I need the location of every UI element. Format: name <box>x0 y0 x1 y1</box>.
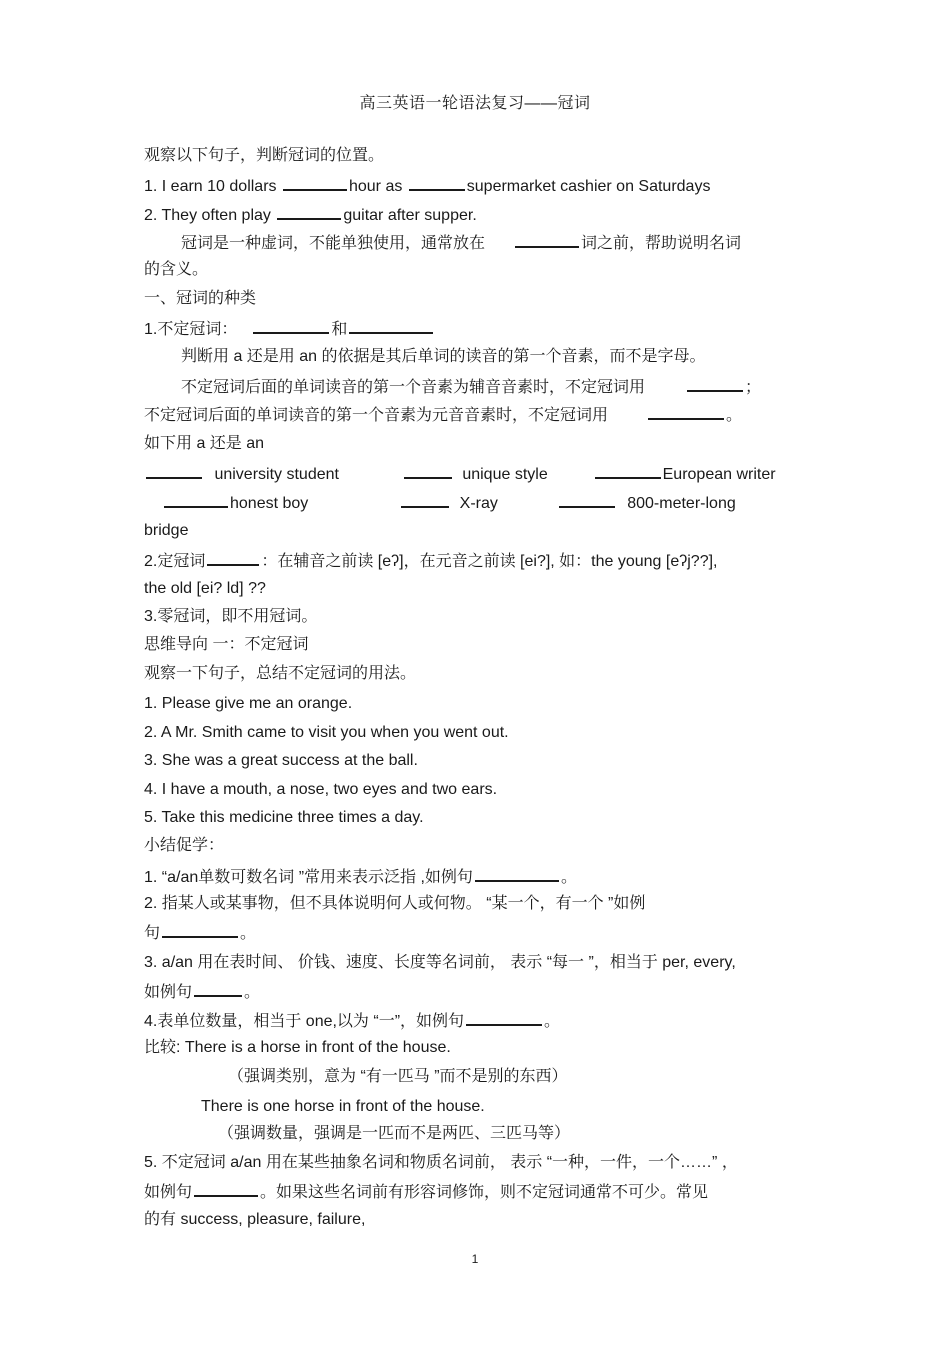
definition-line-cont: 的含义。 <box>144 261 209 278</box>
example-sentence-1: 1. I earn 10 dollars hour as supermarket cashier on Saturdays <box>144 175 710 197</box>
definition-line: 冠词是一种虚词，不能单独使用，通常放在 词之前，帮助说明名词 <box>181 232 741 254</box>
answer-blank[interactable] <box>595 463 661 479</box>
instruction-observe: 观察以下句子，判断冠词的位置。 <box>144 147 385 164</box>
answer-blank[interactable] <box>349 318 433 334</box>
summary-3: 3. a/an 用在表时间、 价钱、速度、长度等名词前， 表示 “每一 ”，相当于 per, every, <box>144 954 736 971</box>
summary-2-cont: 句 。 <box>144 922 256 944</box>
exercise-row-2: honest boy X-ray 800-meter-long <box>162 492 736 514</box>
definite-article-line: 2.定冠词 ：在辅音之前读 [eʔ]，在元音之前读 [ei?], 如：the young [eʔj??], <box>144 550 718 572</box>
answer-blank[interactable] <box>401 492 449 508</box>
example-4: 4. I have a mouth, a nose, two eyes and two ears. <box>144 781 498 798</box>
answer-blank[interactable] <box>475 866 559 882</box>
comparison-1: 比较: There is a horse in front of the house. <box>144 1039 451 1056</box>
indefinite-article-line: 1.不定冠词： 和 <box>144 318 435 340</box>
exercise-row-1: university student unique style European writer <box>144 463 776 485</box>
answer-blank[interactable] <box>515 232 579 248</box>
example-2: 2. A Mr. Smith came to visit you when you went out. <box>144 724 509 741</box>
answer-blank[interactable] <box>648 404 724 420</box>
comparison-2-note: （强调数量，强调是一匹而不是两匹、三匹马等） <box>218 1125 571 1142</box>
answer-blank[interactable] <box>404 463 452 479</box>
rule-vowel: 不定冠词后面的单词读音的第一个音素为元音音素时，不定冠词用 。 <box>144 404 742 426</box>
example-3: 3. She was a great success at the ball. <box>144 752 418 769</box>
page-number: 1 <box>471 1252 479 1266</box>
summary-2: 2. 指某人或某事物，但不具体说明何人或何物。 “某一个，有一个 ”如例 <box>144 895 646 912</box>
answer-blank[interactable] <box>164 492 228 508</box>
answer-blank[interactable] <box>409 175 465 191</box>
answer-blank[interactable] <box>253 318 329 334</box>
example-sentence-2: 2. They often play guitar after supper. <box>144 204 477 226</box>
summary-5-cont: 如例句 。如果这些名词前有形容词修饰，则不定冠词通常不可少。常见 <box>144 1181 708 1203</box>
summary-heading: 小结促学： <box>144 837 225 854</box>
summary-5: 5. 不定冠词 a/an 用在某些抽象名词和物质名词前， 表示 “一种，一件，一个……” ， <box>144 1154 738 1171</box>
comparison-1-note: （强调类别，意为 “有一匹马 ”而不是别的东西） <box>228 1068 568 1085</box>
section-heading-types: 一、冠词的种类 <box>144 290 257 307</box>
summary-5-examples: 的有 success, pleasure, failure, <box>144 1211 366 1228</box>
answer-blank[interactable] <box>162 922 238 938</box>
answer-blank[interactable] <box>559 492 615 508</box>
rule-consonant: 不定冠词后面的单词读音的第一个音素为辅音音素时，不定冠词用 ； <box>181 376 761 398</box>
comparison-2: There is one horse in front of the house. <box>201 1098 485 1115</box>
answer-blank[interactable] <box>207 550 259 566</box>
exercise-row-2-cont: bridge <box>144 522 189 539</box>
answer-blank[interactable] <box>146 463 202 479</box>
summary-4: 4.表单位数量，相当于 one,以为 “一”，如例句 。 <box>144 1010 560 1032</box>
instruction-summarize: 观察一下句子，总结不定冠词的用法。 <box>144 665 417 682</box>
rule-text: 判断用 a 还是用 an 的依据是其后单词的读音的第一个音素，而不是字母。 <box>181 348 706 365</box>
section-heading-indefinite: 思维导向 一：不定冠词 <box>144 636 309 653</box>
answer-blank[interactable] <box>687 376 743 392</box>
answer-blank[interactable] <box>194 1181 258 1197</box>
answer-blank[interactable] <box>194 981 242 997</box>
page-title: 高三英语一轮语法复习——冠词 <box>359 95 591 112</box>
zero-article-line: 3.零冠词，即不用冠词。 <box>144 608 318 625</box>
definite-article-line-cont: the old [ei? ld] ?? <box>144 580 266 597</box>
example-5: 5. Take this medicine three times a day. <box>144 809 424 826</box>
answer-blank[interactable] <box>466 1010 542 1026</box>
example-1: 1. Please give me an orange. <box>144 695 353 712</box>
summary-1: 1. “a/an单数可数名词 ”常用来表示泛指 ,如例句 。 <box>144 866 577 888</box>
answer-blank[interactable] <box>277 204 341 220</box>
summary-3-cont: 如例句 。 <box>144 981 260 1003</box>
exercise-prompt: 如下用 a 还是 an <box>144 435 265 452</box>
answer-blank[interactable] <box>283 175 347 191</box>
